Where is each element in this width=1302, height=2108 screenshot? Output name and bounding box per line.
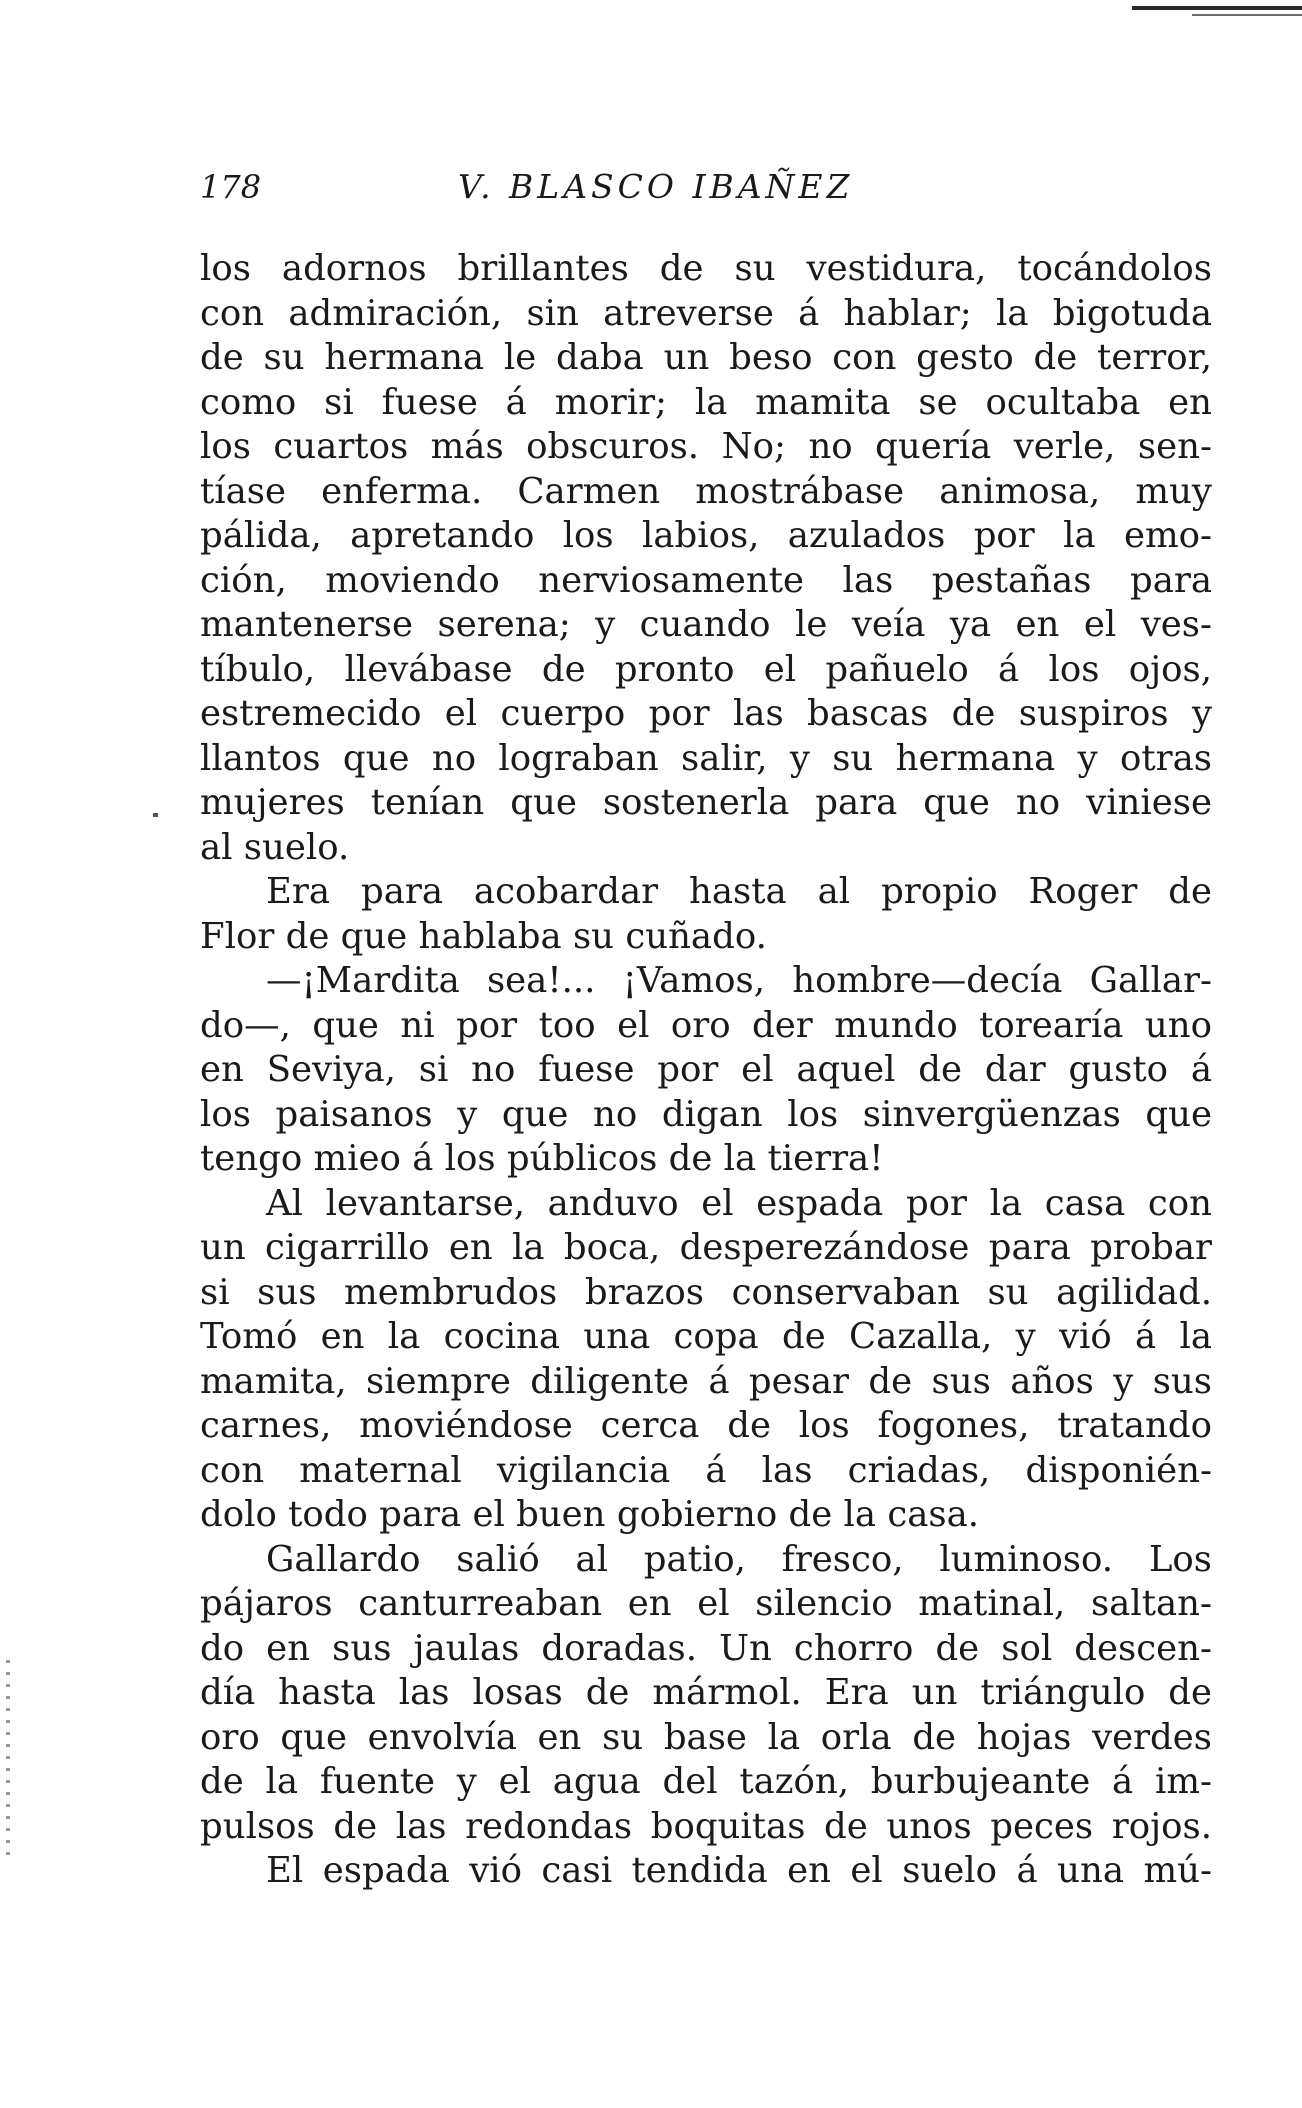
text-line: si sus membrudos brazos conservaban su agilidad. [200, 1271, 1212, 1313]
text-line: pálida, apretando los labios, azulados por la emo- [200, 515, 1212, 556]
text-line: estremecido el cuerpo por las bascas de suspiros y [200, 693, 1212, 734]
text-line: oro que envolvía en su base la orla de hojas verdes [200, 1716, 1212, 1758]
text-line: do en sus jaulas doradas. Un chorro de sol descen- [200, 1627, 1212, 1669]
text-line: día hasta las losas de mármol. Era un triángulo de [200, 1672, 1212, 1713]
text-line: Era para acobardar hasta al propio Roger de [266, 871, 1212, 912]
text-line: un cigarrillo en la boca, desperezándose para probar [200, 1227, 1212, 1268]
text-line: mantenerse serena; y cuando le veía ya en el ves- [200, 604, 1212, 645]
text-line: Gallardo salió al patio, fresco, luminoso. Los [266, 1538, 1212, 1580]
scan-edge-mark [1132, 6, 1302, 10]
text-line: mamita, siempre diligente á pesar de sus años y sus [200, 1360, 1212, 1402]
running-head [200, 165, 960, 217]
text-line: los paisanos y que no digan los sinvergüenzas que [200, 1093, 1212, 1135]
text-line: con maternal vigilancia á las criadas, disponién- [200, 1449, 1212, 1491]
scan-edge-mark-thin [1192, 14, 1302, 16]
text-line: los adornos brillantes de su vestidura, tocándolos [200, 248, 1212, 289]
text-line: do—, que ni por too el oro der mundo torearía uno [200, 1004, 1212, 1046]
text-line: como si fuese á morir; la mamita se ocultaba en [200, 381, 1212, 423]
text-line: El espada vió casi tendida en el suelo á una mú- [266, 1850, 1212, 1891]
text-line: Tomó en la cocina una copa de Cazalla, y vió á la [200, 1316, 1212, 1357]
text-line: dolo todo para el buen gobierno de la casa. [200, 1494, 980, 1535]
margin-speck [153, 813, 158, 817]
text-line: pulsos de las redondas boquitas de unos peces rojos. [200, 1805, 1212, 1847]
page-number: 178 [200, 168, 262, 206]
text-line: pájaros canturreaban en el silencio matinal, saltan- [200, 1583, 1212, 1624]
text-line: —¡Mardita sea!... ¡Vamos, hombre—decía Gallar- [266, 960, 1212, 1001]
text-line: Al levantarse, anduvo el espada por la casa con [266, 1182, 1212, 1224]
text-line: de la fuente y el agua del tazón, burbujeante á im- [200, 1761, 1212, 1802]
text-line: llantos que no lograban salir, y su hermana y otras [200, 737, 1212, 779]
body-text [200, 247, 1212, 1894]
text-line: tíbulo, llevábase de pronto el pañuelo á los ojos, [200, 648, 1212, 690]
text-line: en Seviya, si no fuese por el aquel de dar gusto á [200, 1049, 1212, 1090]
text-line: con admiración, sin atreverse á hablar; la bigotuda [200, 292, 1212, 334]
text-line: mujeres tenían que sostenerla para que no viniese [200, 782, 1212, 823]
text-line: tíase enferma. Carmen mostrábase animosa, muy [200, 470, 1212, 512]
text-line: tengo mieo á los públicos de la tierra! [200, 1138, 884, 1179]
binding-dots [6, 1660, 10, 1860]
text-line: de su hermana le daba un beso con gesto de terror, [200, 337, 1212, 378]
text-line: al suelo. [200, 826, 350, 868]
running-head-author: V. BLASCO IBAÑEZ [458, 167, 854, 206]
text-line: Flor de que hablaba su cuñado. [200, 915, 767, 957]
text-line: carnes, moviéndose cerca de los fogones, tratando [200, 1405, 1212, 1446]
text-line: ción, moviendo nerviosamente las pestañas para [200, 559, 1212, 601]
text-line: los cuartos más obscuros. No; no quería verle, sen- [200, 426, 1212, 467]
